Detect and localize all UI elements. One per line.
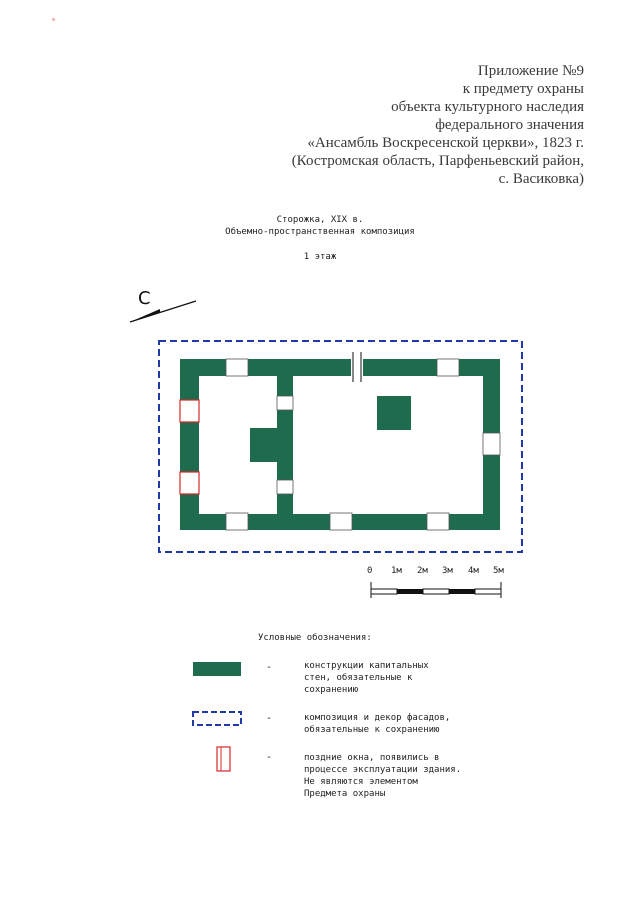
scale-label-3: 3м: [442, 566, 453, 576]
legend-item-facade: [304, 712, 484, 736]
scale-label-0: 0: [367, 566, 373, 576]
legend-walls-line-3: сохранению: [304, 685, 359, 695]
appendix-line-4: федерального значения: [435, 117, 584, 133]
legend-dash-1: -: [266, 662, 273, 673]
legend-wall-swatch: [193, 662, 241, 676]
drawing-title: Сторожка, XIX в.: [276, 215, 364, 225]
north-letter: С: [138, 288, 151, 309]
appendix-line-7: с. Васиковка): [498, 171, 584, 187]
scale-label-1: 1м: [391, 566, 402, 576]
legend-facade-swatch: [193, 712, 241, 725]
legend-late-window-swatch: [217, 747, 230, 771]
legend-title: Условные обозначения:: [258, 633, 372, 643]
legend-dash-2: -: [266, 713, 273, 724]
appendix-line-1: Приложение №9: [477, 63, 584, 79]
legend-late-line-4: Предмета охраны: [304, 789, 386, 799]
scale-label-5: 5м: [493, 566, 504, 576]
appendix-line-5: «Ансамбль Воскресенской церкви», 1823 г.: [307, 135, 584, 151]
legend-late-line-3: Не являются элементом: [304, 777, 418, 787]
scale-bar: [371, 582, 501, 598]
inner-stove: [377, 396, 411, 430]
scale-label-4: 4м: [468, 566, 479, 576]
legend-facade-line-1: композиция и декор фасадов,: [304, 713, 451, 723]
appendix-line-2: к предмету охраны: [462, 81, 584, 97]
legend-facade-line-2: обязательные к сохранению: [304, 725, 440, 735]
legend-dash-3: -: [266, 752, 273, 763]
legend-walls-line-2: стен, обязательные к: [304, 673, 413, 683]
scale-label-2: 2м: [417, 566, 428, 576]
legend-late-line-2: процессе эксплуатации здания.: [304, 765, 462, 775]
legend-walls-line-1: конструкции капитальных: [304, 661, 429, 671]
legend-item-walls: [304, 660, 484, 696]
appendix-line-3: объекта культурного наследия: [391, 99, 584, 115]
floor-label: 1 этаж: [303, 252, 337, 262]
legend-item-late-windows: [304, 752, 484, 800]
drawing-subtitle: Объемно-пространственная композиция: [225, 227, 415, 237]
appendix-line-6: (Костромская область, Парфеньевский район,: [291, 153, 584, 169]
legend-late-line-1: поздние окна, появились в: [304, 753, 440, 763]
north-arrow-icon: [130, 301, 196, 322]
